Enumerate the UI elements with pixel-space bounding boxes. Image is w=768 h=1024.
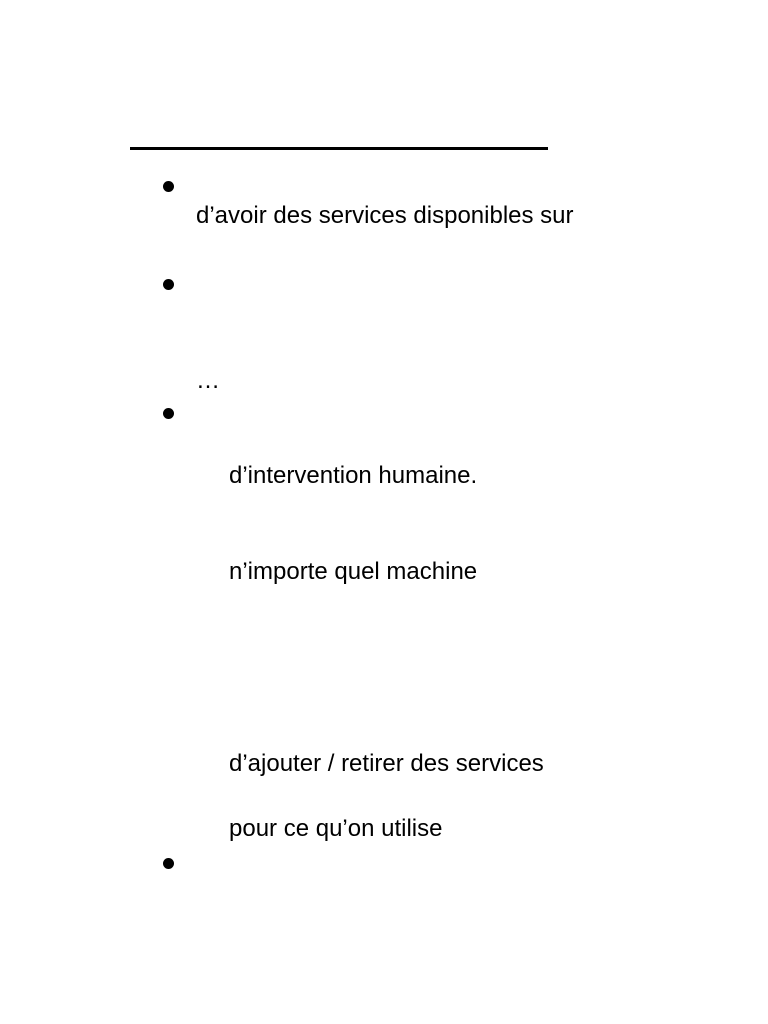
bullet-2-line-1: … (196, 367, 220, 394)
bullet-marker-1 (163, 181, 174, 192)
bullet-marker-3 (163, 408, 174, 419)
bullet-1-line-1: d’avoir des services disponibles sur (196, 202, 574, 229)
bullet-3-line-4: pour ce qu’on utilise (229, 815, 443, 842)
bullet-3-line-2: n’importe quel machine (229, 558, 478, 585)
bullet-marker-2 (163, 279, 174, 290)
bullet-3-line-3: d’ajouter / retirer des services (229, 750, 544, 777)
bullet-3-line-1: d’intervention humaine. (229, 462, 478, 489)
bullet-marker-4 (163, 858, 174, 869)
title-underline (130, 147, 548, 150)
